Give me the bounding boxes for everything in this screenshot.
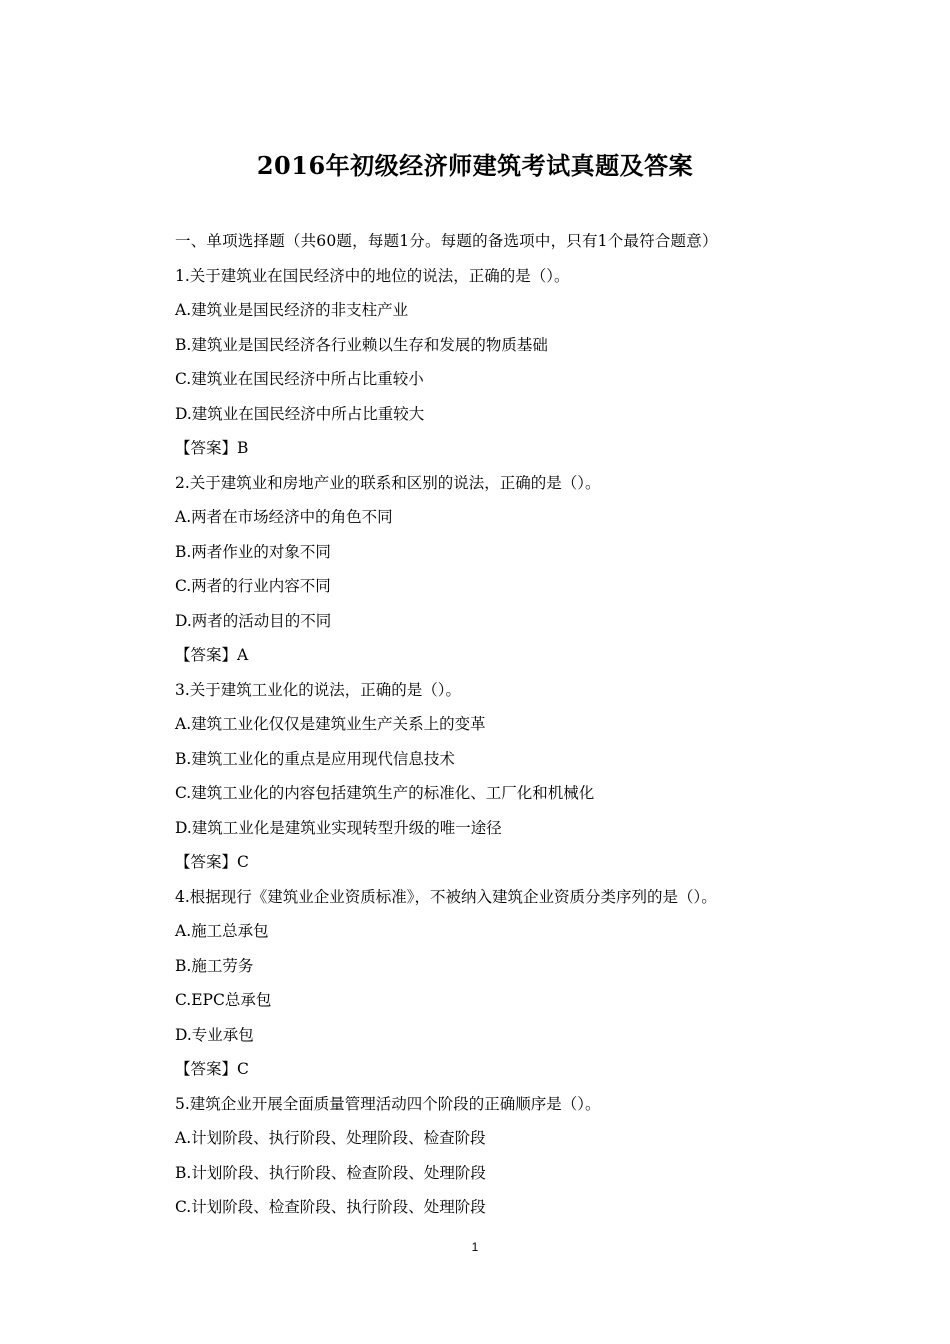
document-title: 2016年初级经济师建筑考试真题及答案: [256, 151, 694, 180]
page-number: 1: [471, 1240, 479, 1254]
question-option: C.两者的行业内容不同: [175, 577, 331, 595]
question-2: [175, 466, 815, 673]
question-option: C.建筑业在国民经济中所占比重较小: [175, 370, 424, 388]
question-stem: 5.建筑企业开展全面质量管理活动四个阶段的正确顺序是（）。: [175, 1094, 601, 1113]
section-heading: 一、单项选择题（共60题，每题1分。每题的备选项中，只有1个最符合题意）: [175, 232, 718, 250]
question-option: C.EPC总承包: [175, 991, 272, 1009]
question-stem: 3.关于建筑工业化的说法，正确的是（）。: [175, 680, 462, 699]
question-option: D.建筑工业化是建筑业实现转型升级的唯一途径: [175, 818, 502, 837]
question-answer: 【答案】C: [175, 1060, 249, 1078]
document-body: [175, 224, 815, 1225]
question-option: D.两者的活动目的不同: [175, 611, 332, 630]
question-option: B.建筑业是国民经济各行业赖以生存和发展的物质基础: [175, 335, 548, 354]
question-option: A.施工总承包: [175, 922, 269, 940]
question-option: C.计划阶段、检查阶段、执行阶段、处理阶段: [175, 1198, 486, 1216]
question-answer: 【答案】C: [175, 853, 249, 871]
question-option: B.计划阶段、执行阶段、检查阶段、处理阶段: [175, 1163, 486, 1182]
question-answer: 【答案】B: [175, 439, 249, 457]
question-stem: 4.根据现行《建筑业企业资质标准》，不被纳入建筑企业资质分类序列的是（）。: [175, 887, 717, 906]
question-option: A.两者在市场经济中的角色不同: [175, 508, 393, 526]
question-stem: 1.关于建筑业在国民经济中的地位的说法，正确的是（）。: [175, 266, 570, 285]
question-5: [175, 1087, 815, 1225]
question-option: A.计划阶段、执行阶段、处理阶段、检查阶段: [175, 1129, 486, 1147]
question-answer: 【答案】A: [175, 646, 249, 664]
question-3: [175, 673, 815, 880]
question-stem: 2.关于建筑业和房地产业的联系和区别的说法，正确的是（）。: [175, 473, 601, 492]
question-option: A.建筑业是国民经济的非支柱产业: [175, 301, 409, 319]
question-option: B.两者作业的对象不同: [175, 542, 331, 561]
question-4: [175, 880, 815, 1087]
question-option: A.建筑工业化仅仅是建筑业生产关系上的变革: [175, 715, 486, 733]
question-option: B.施工劳务: [175, 956, 254, 975]
question-option: D.专业承包: [175, 1025, 254, 1044]
question-1: [175, 259, 815, 466]
question-option: C.建筑工业化的内容包括建筑生产的标准化、工厂化和机械化: [175, 784, 595, 802]
question-option: B.建筑工业化的重点是应用现代信息技术: [175, 749, 455, 768]
question-option: D.建筑业在国民经济中所占比重较大: [175, 404, 425, 423]
